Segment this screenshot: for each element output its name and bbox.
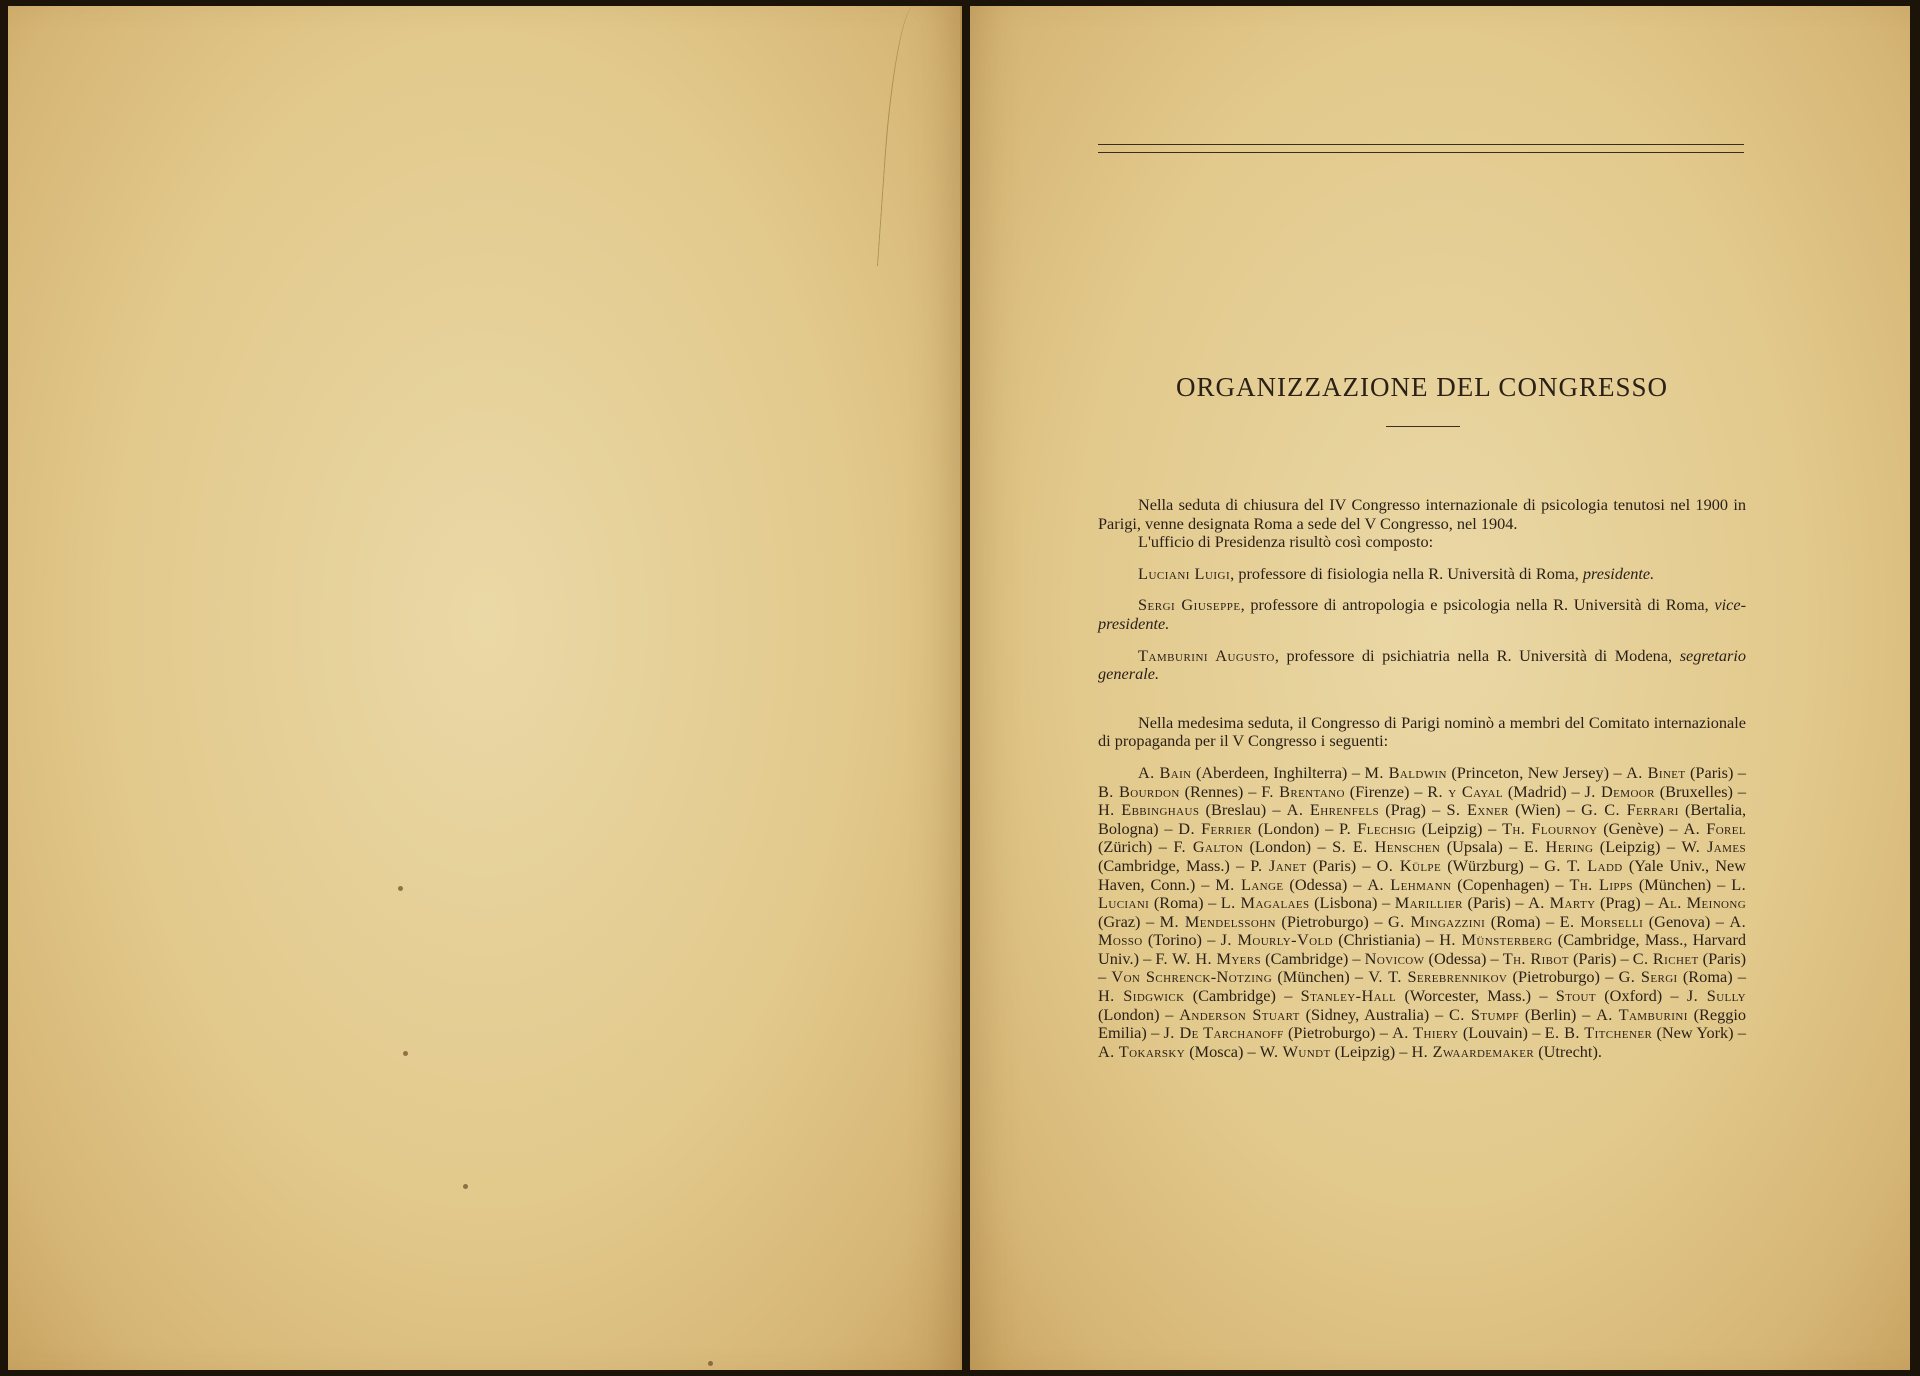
committee-member bbox=[1332, 837, 1503, 856]
officer-description: , professore di antropologia e psicologia nella R. Università di Roma, bbox=[1240, 595, 1715, 615]
committee-member bbox=[1178, 819, 1319, 838]
committee-member bbox=[1528, 893, 1641, 912]
committee-member bbox=[1585, 782, 1733, 801]
member-place: (London) bbox=[1249, 837, 1312, 857]
member-name: F. Galton bbox=[1173, 837, 1244, 857]
member-place: (Prag) bbox=[1385, 800, 1426, 820]
officer-role: segretario generale. bbox=[1098, 645, 1747, 684]
member-place: (Roma) bbox=[1682, 967, 1733, 987]
member-place: (Paris) bbox=[1572, 948, 1617, 968]
member-place: (Oxford) bbox=[1604, 986, 1663, 1006]
member-place: (Bruxelles) bbox=[1659, 781, 1733, 801]
committee-member bbox=[1502, 819, 1664, 838]
member-place: (Odessa) bbox=[1428, 948, 1487, 968]
member-name: E. Hering bbox=[1523, 837, 1594, 857]
member-name: C. Stumpf bbox=[1448, 1004, 1520, 1024]
member-place: (Würzburg) bbox=[1447, 855, 1524, 875]
left-page-blank bbox=[8, 6, 962, 1370]
officer-entry bbox=[1098, 565, 1746, 584]
member-name: A. Marty bbox=[1528, 893, 1596, 913]
member-place: (Genève) bbox=[1603, 818, 1664, 838]
member-name: G. C. Ferrari bbox=[1581, 800, 1679, 820]
paper-speck bbox=[708, 1361, 713, 1366]
officer-name: Tamburini Augusto bbox=[1138, 645, 1275, 665]
committee-member bbox=[1365, 949, 1487, 968]
member-place: (London) bbox=[1098, 1004, 1160, 1024]
paper-speck bbox=[463, 1184, 468, 1189]
member-place: (Louvain) bbox=[1462, 1023, 1528, 1043]
member-name: H. Ebbinghaus bbox=[1098, 800, 1200, 820]
committee-member bbox=[1221, 930, 1421, 949]
member-place: (Genova) bbox=[1648, 911, 1711, 931]
member-name: P. Janet bbox=[1250, 855, 1307, 875]
document-body bbox=[1098, 496, 1746, 1061]
member-name: A. Mosso bbox=[1098, 911, 1747, 950]
member-name: J. De Tarchanoff bbox=[1163, 1023, 1284, 1043]
member-name: Al. Meinong bbox=[1657, 893, 1747, 913]
committee-member bbox=[1261, 782, 1409, 801]
committee-member bbox=[1524, 837, 1661, 856]
committee-member bbox=[1164, 1023, 1376, 1042]
member-place: (Cambridge, Mass.) bbox=[1098, 855, 1230, 875]
committee-member bbox=[1364, 763, 1609, 782]
header-rule bbox=[1098, 152, 1744, 153]
officer-name: Sergi Giuseppe bbox=[1138, 595, 1241, 615]
paper-speck bbox=[403, 1051, 408, 1056]
member-place: (Odessa) bbox=[1289, 874, 1348, 894]
committee-member bbox=[1449, 1005, 1576, 1024]
member-name: Th. Lipps bbox=[1569, 874, 1633, 894]
member-place: (Rennes) bbox=[1184, 781, 1244, 801]
member-name: G. Sergi bbox=[1618, 967, 1678, 987]
officer-description: , professore di psichiatria nella R. Università di Modena, bbox=[1274, 645, 1680, 665]
member-name: G. Mingazzini bbox=[1388, 911, 1486, 931]
title-rule bbox=[1386, 426, 1460, 427]
member-name: D. Ferrier bbox=[1178, 818, 1253, 838]
member-place: (Mosca) bbox=[1189, 1041, 1244, 1061]
page-title: ORGANIZZAZIONE DEL CONGRESSO bbox=[1176, 372, 1668, 402]
committee-member bbox=[1427, 782, 1566, 801]
member-name: L. Magalaes bbox=[1220, 893, 1310, 913]
member-name: H. Sidgwick bbox=[1098, 986, 1185, 1006]
member-name: M. Lange bbox=[1215, 874, 1284, 894]
member-name: Stanley-Hall bbox=[1300, 986, 1397, 1006]
committee-member bbox=[1173, 837, 1311, 856]
member-name: A. Thiery bbox=[1392, 1023, 1459, 1043]
committee-member bbox=[1633, 949, 1746, 968]
member-place: (München) bbox=[1638, 874, 1712, 894]
member-name: F. Brentano bbox=[1261, 781, 1345, 801]
committee-member bbox=[1545, 1023, 1734, 1042]
member-name: J. Sully bbox=[1686, 986, 1747, 1006]
member-place: (Paris) bbox=[1702, 948, 1747, 968]
committee-member bbox=[1339, 819, 1482, 838]
member-place: (Breslau) bbox=[1205, 800, 1267, 820]
member-place: (Graz) bbox=[1098, 911, 1141, 931]
member-name: V. T. Serebrennikov bbox=[1368, 967, 1508, 987]
member-place: (Cambridge) bbox=[1265, 948, 1349, 968]
member-name: L. Luciani bbox=[1098, 874, 1747, 913]
committee-member bbox=[1098, 1042, 1243, 1061]
member-place: (Torino) bbox=[1147, 930, 1202, 950]
member-place: (Sidney, Australia) bbox=[1305, 1004, 1430, 1024]
member-place: (Paris) bbox=[1467, 893, 1511, 913]
committee-member bbox=[1098, 800, 1266, 819]
committee-member bbox=[1179, 1005, 1429, 1024]
member-place: (Upsala) bbox=[1446, 837, 1503, 857]
member-name: A. Tokarsky bbox=[1098, 1041, 1186, 1061]
member-name: Stout bbox=[1555, 986, 1596, 1006]
member-name: A. Tamburini bbox=[1596, 1004, 1688, 1024]
member-place: (Pietroburgo) bbox=[1281, 911, 1369, 931]
member-place: (Firenze) bbox=[1349, 781, 1410, 801]
member-place: (Bertalia, Bologna) bbox=[1098, 800, 1747, 838]
committee-intro: Nella medesima seduta, il Congresso di Parigi nominò a membri del Comitato internazionale di propaganda per il V Congresso i seguenti: bbox=[1098, 712, 1746, 751]
member-name: A. Lehmann bbox=[1367, 874, 1452, 894]
committee-member bbox=[1368, 967, 1600, 986]
member-place: (Pietroburgo) bbox=[1287, 1023, 1376, 1043]
member-name: J. Mourly-Vold bbox=[1220, 930, 1333, 950]
committee-member bbox=[1098, 782, 1243, 801]
committee-member bbox=[1250, 856, 1356, 875]
member-place: (Zürich) bbox=[1098, 837, 1153, 857]
header-rule bbox=[1098, 144, 1744, 145]
member-name: G. T. Ladd bbox=[1544, 855, 1623, 875]
committee-member bbox=[1388, 912, 1540, 931]
committee-member bbox=[1367, 875, 1549, 894]
member-name: E. B. Titchener bbox=[1544, 1023, 1653, 1043]
committee-member-list: A. Bain (Aberdeen, Inghilterra) – M. Baldwin (Princeton, New Jersey) – A. Binet (Paris) – B. Bourdon (Rennes) – F. Brentano (Firenze) – R. y Cayal (Madrid) – J. Demoor (Bruxelles) – H. Ebbinghaus (Breslau) – A. Ehrenfels (Prag) – S. Exner (Wien) – G. C. Ferrari (Bertalia, Bologna) – D. Ferrier (London) – P. Flechsig (Leipzig) – Th. Flournoy (Genève) – A. Forel (Zürich) – F. Galton (London) – S. E. Henschen (Upsala) – E. Hering (Leipzig) – W. James (Cambridge, Mass.) – P. Janet (Paris) – O. Külpe (Würzburg) – G. T. Ladd (Yale Univ., New Haven, Conn.) – M. Lange (Odessa) – A. Lehmann (Copenhagen) – Th. Lipps (München) – L. Luciani (Roma) – L. Magalaes (Lisbona) – Marillier (Paris) – A. Marty (Prag) – Al. Meinong (Graz) – M. Mendelssohn (Pietroburgo) – G. Mingazzini (Roma) – E. Morselli (Genova) – A. Mosso (Torino) – J. Mourly-Vold (Christiania) – H. Münsterberg (Cambridge, Mass., Harvard Univ.) – F. W. H. Myers (Cambridge) – Novicow (Odessa) – Th. Ribot (Paris) – C. Richet (Paris) – Von Schrenck-Notzing (München) – V. T. Serebrennikov (Pietroburgo) – G. Sergi (Roma) – H. Sidgwick (Cambridge) – Stanley-Hall (Worcester, Mass.) – Stout (Oxford) – J. Sully (London) – Anderson Stuart (Sidney, Australia) – C. Stumpf (Berlin) – A. Tamburini (Reggio Emilia) – J. De Tarchanoff (Pietroburgo) – A. Thiery (Louvain) – E. B. Titchener (New York) – A. Tokarsky (Mosca) – W. Wundt (Leipzig) – H. Zwaardemaker (Utrecht). bbox=[1098, 762, 1747, 1061]
intro-paragraph: Nella seduta di chiusura del IV Congresso internazionale di psicologia tenutosi nel 1900 in Parigi, venne designata Roma a sede del V Congresso, nel 1904. bbox=[1098, 495, 1746, 533]
officer-entry bbox=[1098, 647, 1746, 684]
member-place: (Cambridge, Mass., Harvard Univ.) bbox=[1098, 930, 1747, 968]
member-name: A. Bain bbox=[1138, 762, 1192, 782]
member-place: (München) bbox=[1277, 967, 1350, 987]
member-name: F. W. H. Myers bbox=[1155, 948, 1262, 968]
member-place: (Worcester, Mass.) bbox=[1404, 986, 1532, 1006]
committee-member bbox=[1392, 1023, 1528, 1042]
member-name: M. Mendelssohn bbox=[1159, 911, 1276, 931]
committee-member bbox=[1098, 986, 1276, 1005]
member-name: J. Demoor bbox=[1584, 781, 1655, 801]
member-place: (Leipzig) bbox=[1599, 837, 1661, 857]
member-name: Anderson Stuart bbox=[1179, 1004, 1300, 1024]
paper-speck bbox=[398, 886, 403, 891]
committee-member bbox=[1287, 800, 1426, 819]
member-name: W. Wundt bbox=[1259, 1041, 1331, 1061]
officer-role: vice-presidente. bbox=[1098, 595, 1746, 633]
officer-name: Luciani Luigi bbox=[1138, 563, 1231, 583]
committee-member bbox=[1395, 893, 1511, 912]
committee-member bbox=[1160, 912, 1369, 931]
member-name: P. Flechsig bbox=[1339, 818, 1417, 838]
member-place: (Paris) bbox=[1690, 762, 1734, 782]
member-place: (New York) bbox=[1656, 1023, 1734, 1043]
member-place: (Copenhagen) bbox=[1457, 874, 1550, 894]
member-name: Marillier bbox=[1394, 893, 1463, 913]
member-name: S. Exner bbox=[1446, 800, 1509, 820]
committee-member bbox=[1155, 949, 1348, 968]
member-name: Th. Ribot bbox=[1502, 948, 1569, 968]
presidency-intro: L'ufficio di Presidenza risultò così composto: bbox=[1138, 532, 1434, 552]
member-name: A. Forel bbox=[1683, 818, 1747, 838]
member-name: H. Münsterberg bbox=[1439, 930, 1553, 950]
member-name: B. Bourdon bbox=[1098, 781, 1180, 801]
member-name: A. Binet bbox=[1626, 762, 1686, 782]
member-place: (Lisbona) bbox=[1314, 893, 1378, 913]
member-name: W. James bbox=[1681, 837, 1746, 857]
committee-member bbox=[1412, 1042, 1602, 1061]
committee-member bbox=[1503, 949, 1617, 968]
officer-description: , professore di fisiologia nella R. Università di Roma, bbox=[1230, 563, 1583, 583]
member-name: S. E. Henschen bbox=[1332, 837, 1441, 857]
member-name: O. Külpe bbox=[1376, 855, 1442, 875]
member-name: A. Ehrenfels bbox=[1286, 800, 1380, 820]
committee-member bbox=[1619, 967, 1733, 986]
member-place: (Leipzig) bbox=[1421, 818, 1483, 838]
member-place: (Leipzig) bbox=[1334, 1041, 1396, 1061]
committee-member bbox=[1221, 893, 1378, 912]
member-name: Novicow bbox=[1364, 948, 1425, 968]
member-name: C. Richet bbox=[1632, 948, 1699, 968]
member-place: (Princeton, New Jersey) bbox=[1451, 762, 1610, 782]
paper-crease bbox=[877, 6, 926, 266]
member-place: (Roma) bbox=[1490, 911, 1541, 931]
member-name: E. Morselli bbox=[1559, 911, 1644, 931]
member-name: Von Schrenck-Notzing bbox=[1111, 967, 1273, 987]
member-place: (London) bbox=[1257, 818, 1320, 838]
member-place: (Prag) bbox=[1600, 893, 1641, 913]
member-place: (Utrecht). bbox=[1538, 1041, 1602, 1061]
member-place: (Reggio Emilia) bbox=[1098, 1004, 1747, 1043]
member-place: (Christiania) bbox=[1338, 930, 1421, 950]
committee-member bbox=[1138, 763, 1347, 782]
committee-member bbox=[1569, 875, 1711, 894]
member-place: (Paris) bbox=[1312, 855, 1357, 875]
member-place: (Yale Univ., New Haven, Conn.) bbox=[1098, 855, 1747, 894]
member-place: (Cambridge) bbox=[1192, 986, 1276, 1006]
committee-member bbox=[1626, 763, 1733, 782]
member-place: (Madrid) bbox=[1507, 781, 1567, 801]
committee-member bbox=[1260, 1042, 1396, 1061]
committee-member bbox=[1377, 856, 1524, 875]
member-place: (Aberdeen, Inghilterra) bbox=[1195, 762, 1348, 782]
member-place: (Wien) bbox=[1515, 800, 1561, 820]
committee-member bbox=[1556, 986, 1662, 1005]
member-place: (Pietroburgo) bbox=[1512, 967, 1600, 987]
committee-member bbox=[1301, 986, 1531, 1005]
member-place: (Roma) bbox=[1153, 893, 1204, 913]
committee-member bbox=[1215, 875, 1347, 894]
right-page bbox=[970, 6, 1910, 1370]
member-name: M. Baldwin bbox=[1364, 762, 1447, 782]
officer-entry bbox=[1098, 596, 1746, 633]
member-place: (Berlin) bbox=[1524, 1004, 1577, 1024]
committee-member bbox=[1560, 912, 1711, 931]
member-name: R. y Cayal bbox=[1427, 781, 1504, 801]
officer-role: presidente. bbox=[1582, 563, 1655, 583]
member-name: H. Zwaardemaker bbox=[1411, 1041, 1535, 1061]
member-name: Th. Flournoy bbox=[1502, 818, 1598, 838]
committee-member bbox=[1446, 800, 1560, 819]
committee-member bbox=[1111, 967, 1349, 986]
